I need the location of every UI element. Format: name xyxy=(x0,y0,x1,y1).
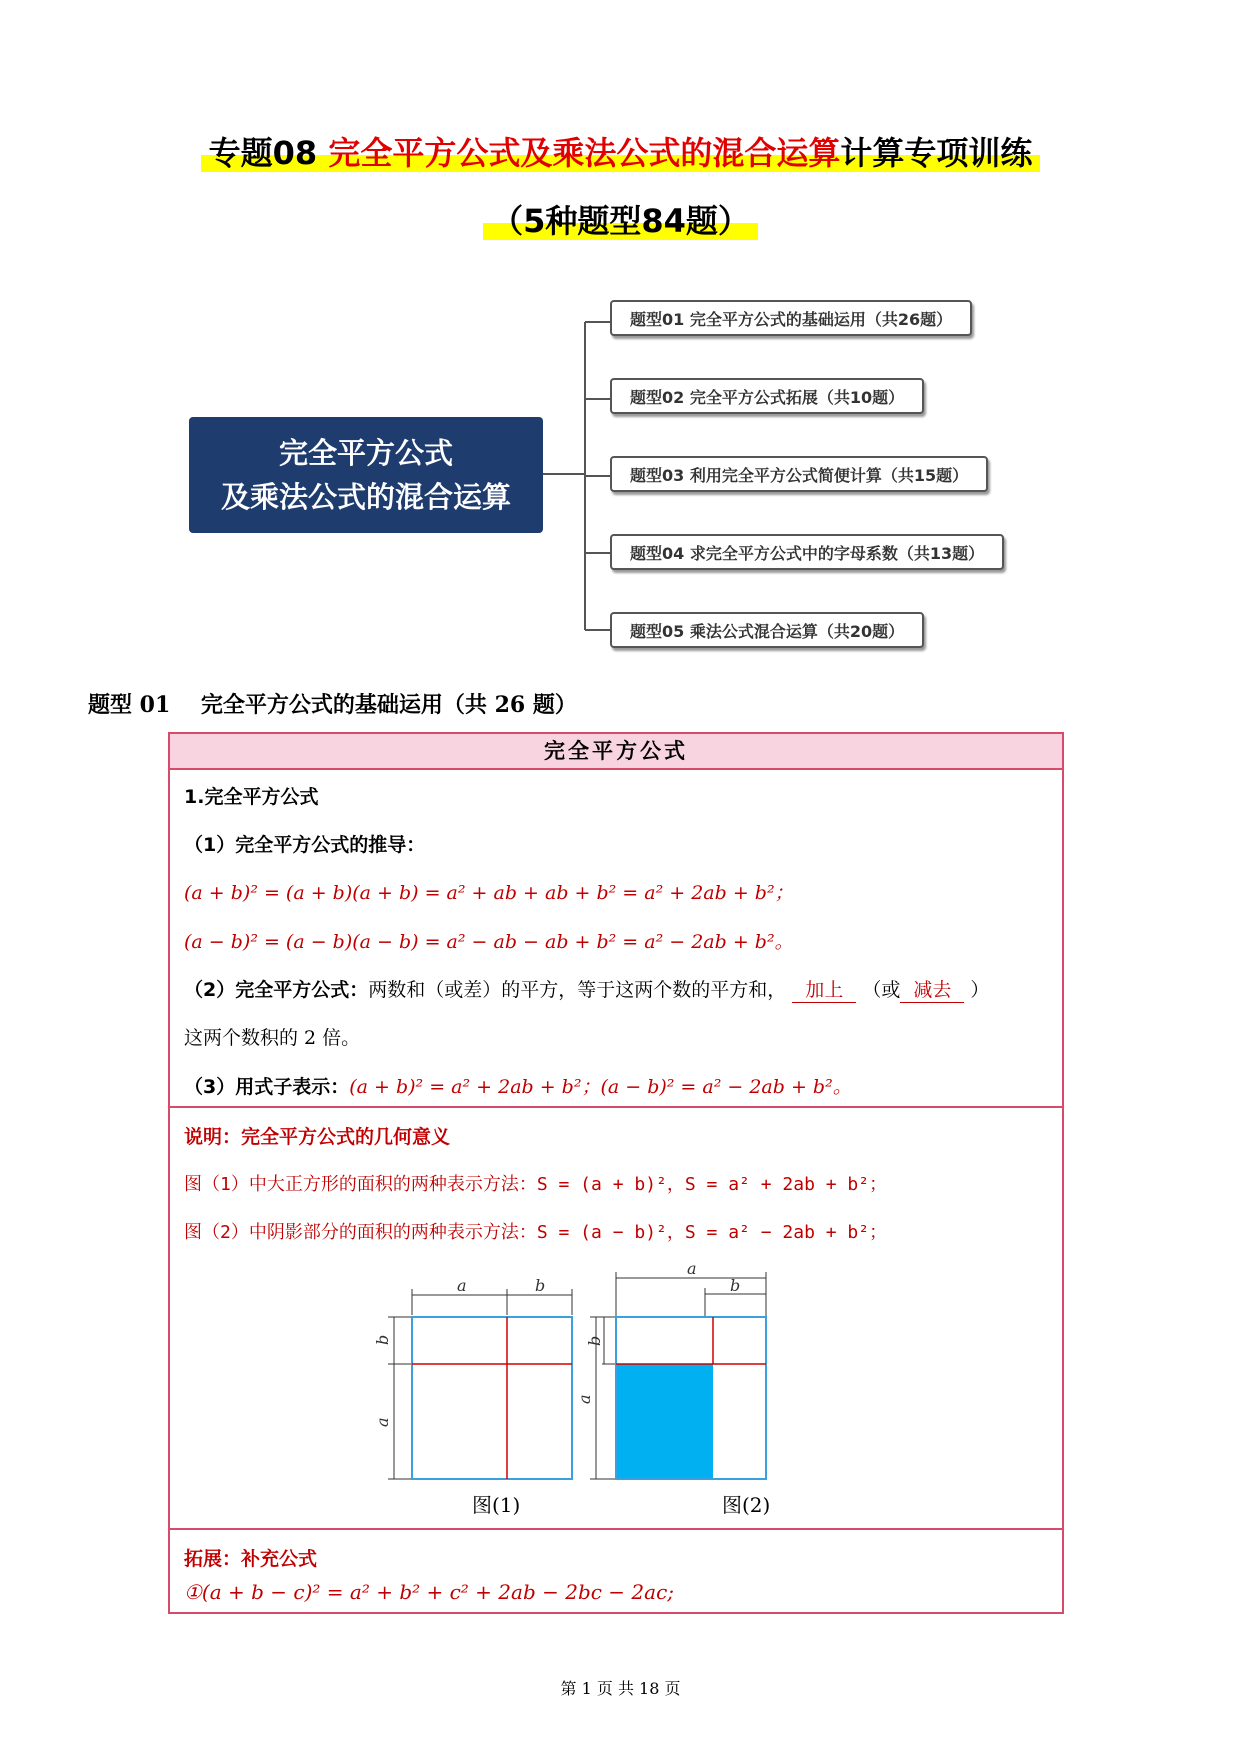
fig1-big-square xyxy=(412,1317,572,1479)
page-footer: 第 1 页 共 18 页 xyxy=(560,1679,681,1698)
mindmap-branch-3: 题型03 利用完全平方公式简便计算（共15题） xyxy=(610,456,988,492)
mindmap-center xyxy=(189,417,543,533)
note-line1: 图（1）中大正方形的面积的两种表示方法：S = (a + b)²，S = a² + 2ab + b²； xyxy=(184,1174,888,1195)
figure-2 xyxy=(575,1259,800,1509)
formula-table xyxy=(168,732,1064,1614)
fig2-caption: 图(2) xyxy=(722,1493,771,1517)
sub2-line xyxy=(184,975,989,1003)
note-title: 说明：完全平方公式的几何意义 xyxy=(184,1126,451,1148)
title-suffix: 计算专项训练 xyxy=(840,134,1033,172)
mindmap-branch-4: 题型04 求完全平方公式中的字母系数（共13题） xyxy=(610,534,1004,570)
figure-1 xyxy=(373,1276,580,1509)
blank-subtract: 减去 xyxy=(900,975,964,1003)
sub2-text: 两数和（或差）的平方，等于这两个数的平方和， xyxy=(368,979,787,1001)
sub3-line xyxy=(184,1072,852,1099)
derivation-minus: (a − b)² = (a − b)(a − b) = a² − ab − ab + b² = a² − 2ab + b²。 xyxy=(184,931,794,953)
ext-title: 拓展：补充公式 xyxy=(184,1548,318,1570)
sub2-or: （或 xyxy=(862,979,901,1001)
mindmap-center-line1: 完全平方公式 xyxy=(278,436,453,470)
fig2-label-a-top: a xyxy=(687,1259,697,1278)
fig2-label-b-top: b xyxy=(730,1276,741,1295)
note-line2: 图（2）中阴影部分的面积的两种表示方法：S = (a − b)²，S = a² − 2ab + b²； xyxy=(184,1222,888,1243)
fig2-label-b-side: b xyxy=(585,1335,604,1346)
sub1-label: （1）完全平方公式的推导： xyxy=(184,834,426,856)
title-prefix: 专题08 xyxy=(208,134,318,172)
fig2-shaded-square xyxy=(616,1364,713,1479)
sub2-close: ） xyxy=(970,979,990,1001)
sub3-formula: (a + b)² = a² + 2ab + b²；(a − b)² = a² − 2ab + b²。 xyxy=(349,1076,852,1098)
sub2-label: （2）完全平方公式： xyxy=(184,979,369,1001)
subtitle-text: （5种题型84题） xyxy=(483,202,758,240)
blank-add: 加上 xyxy=(792,975,856,1003)
mindmap-branch-5: 题型05 乘法公式混合运算（共20题） xyxy=(610,612,924,648)
mindmap-connectors xyxy=(0,0,1241,700)
derivation-plus: (a + b)² = (a + b)(a + b) = a² + ab + ab + b² = a² + 2ab + b²； xyxy=(184,882,794,904)
fig1-caption: 图(1) xyxy=(472,1493,521,1517)
divider-2 xyxy=(170,1528,1062,1530)
mindmap-branch-1: 题型01 完全平方公式的基础运用（共26题） xyxy=(610,300,972,336)
ext-formula: ①(a + b − c)² = a² + b² + c² + 2ab − 2bc − 2ac; xyxy=(184,1580,675,1604)
fig1-label-b-side: b xyxy=(373,1334,392,1345)
divider-1 xyxy=(170,1106,1062,1108)
table-header: 完全平方公式 xyxy=(170,734,1062,770)
fig2-label-a-side: a xyxy=(575,1394,594,1404)
title-topic: 完全平方公式及乘法公式的混合运算 xyxy=(328,134,841,172)
mindmap-branch-2: 题型02 完全平方公式拓展（共10题） xyxy=(610,378,924,414)
fig1-label-a-side: a xyxy=(373,1417,392,1427)
mindmap-center-line2: 及乘法公式的混合运算 xyxy=(220,480,511,514)
fig1-label-b-top: b xyxy=(535,1276,546,1295)
section-heading: 题型 01 完全平方公式的基础运用（共 26 题） xyxy=(88,692,577,718)
sub3-label: （3）用式子表示： xyxy=(184,1076,350,1098)
fig1-label-a-top: a xyxy=(457,1276,467,1295)
sub2-line2: 这两个数积的 2 倍。 xyxy=(184,1027,361,1049)
item1-title: 1.完全平方公式 xyxy=(184,786,319,808)
